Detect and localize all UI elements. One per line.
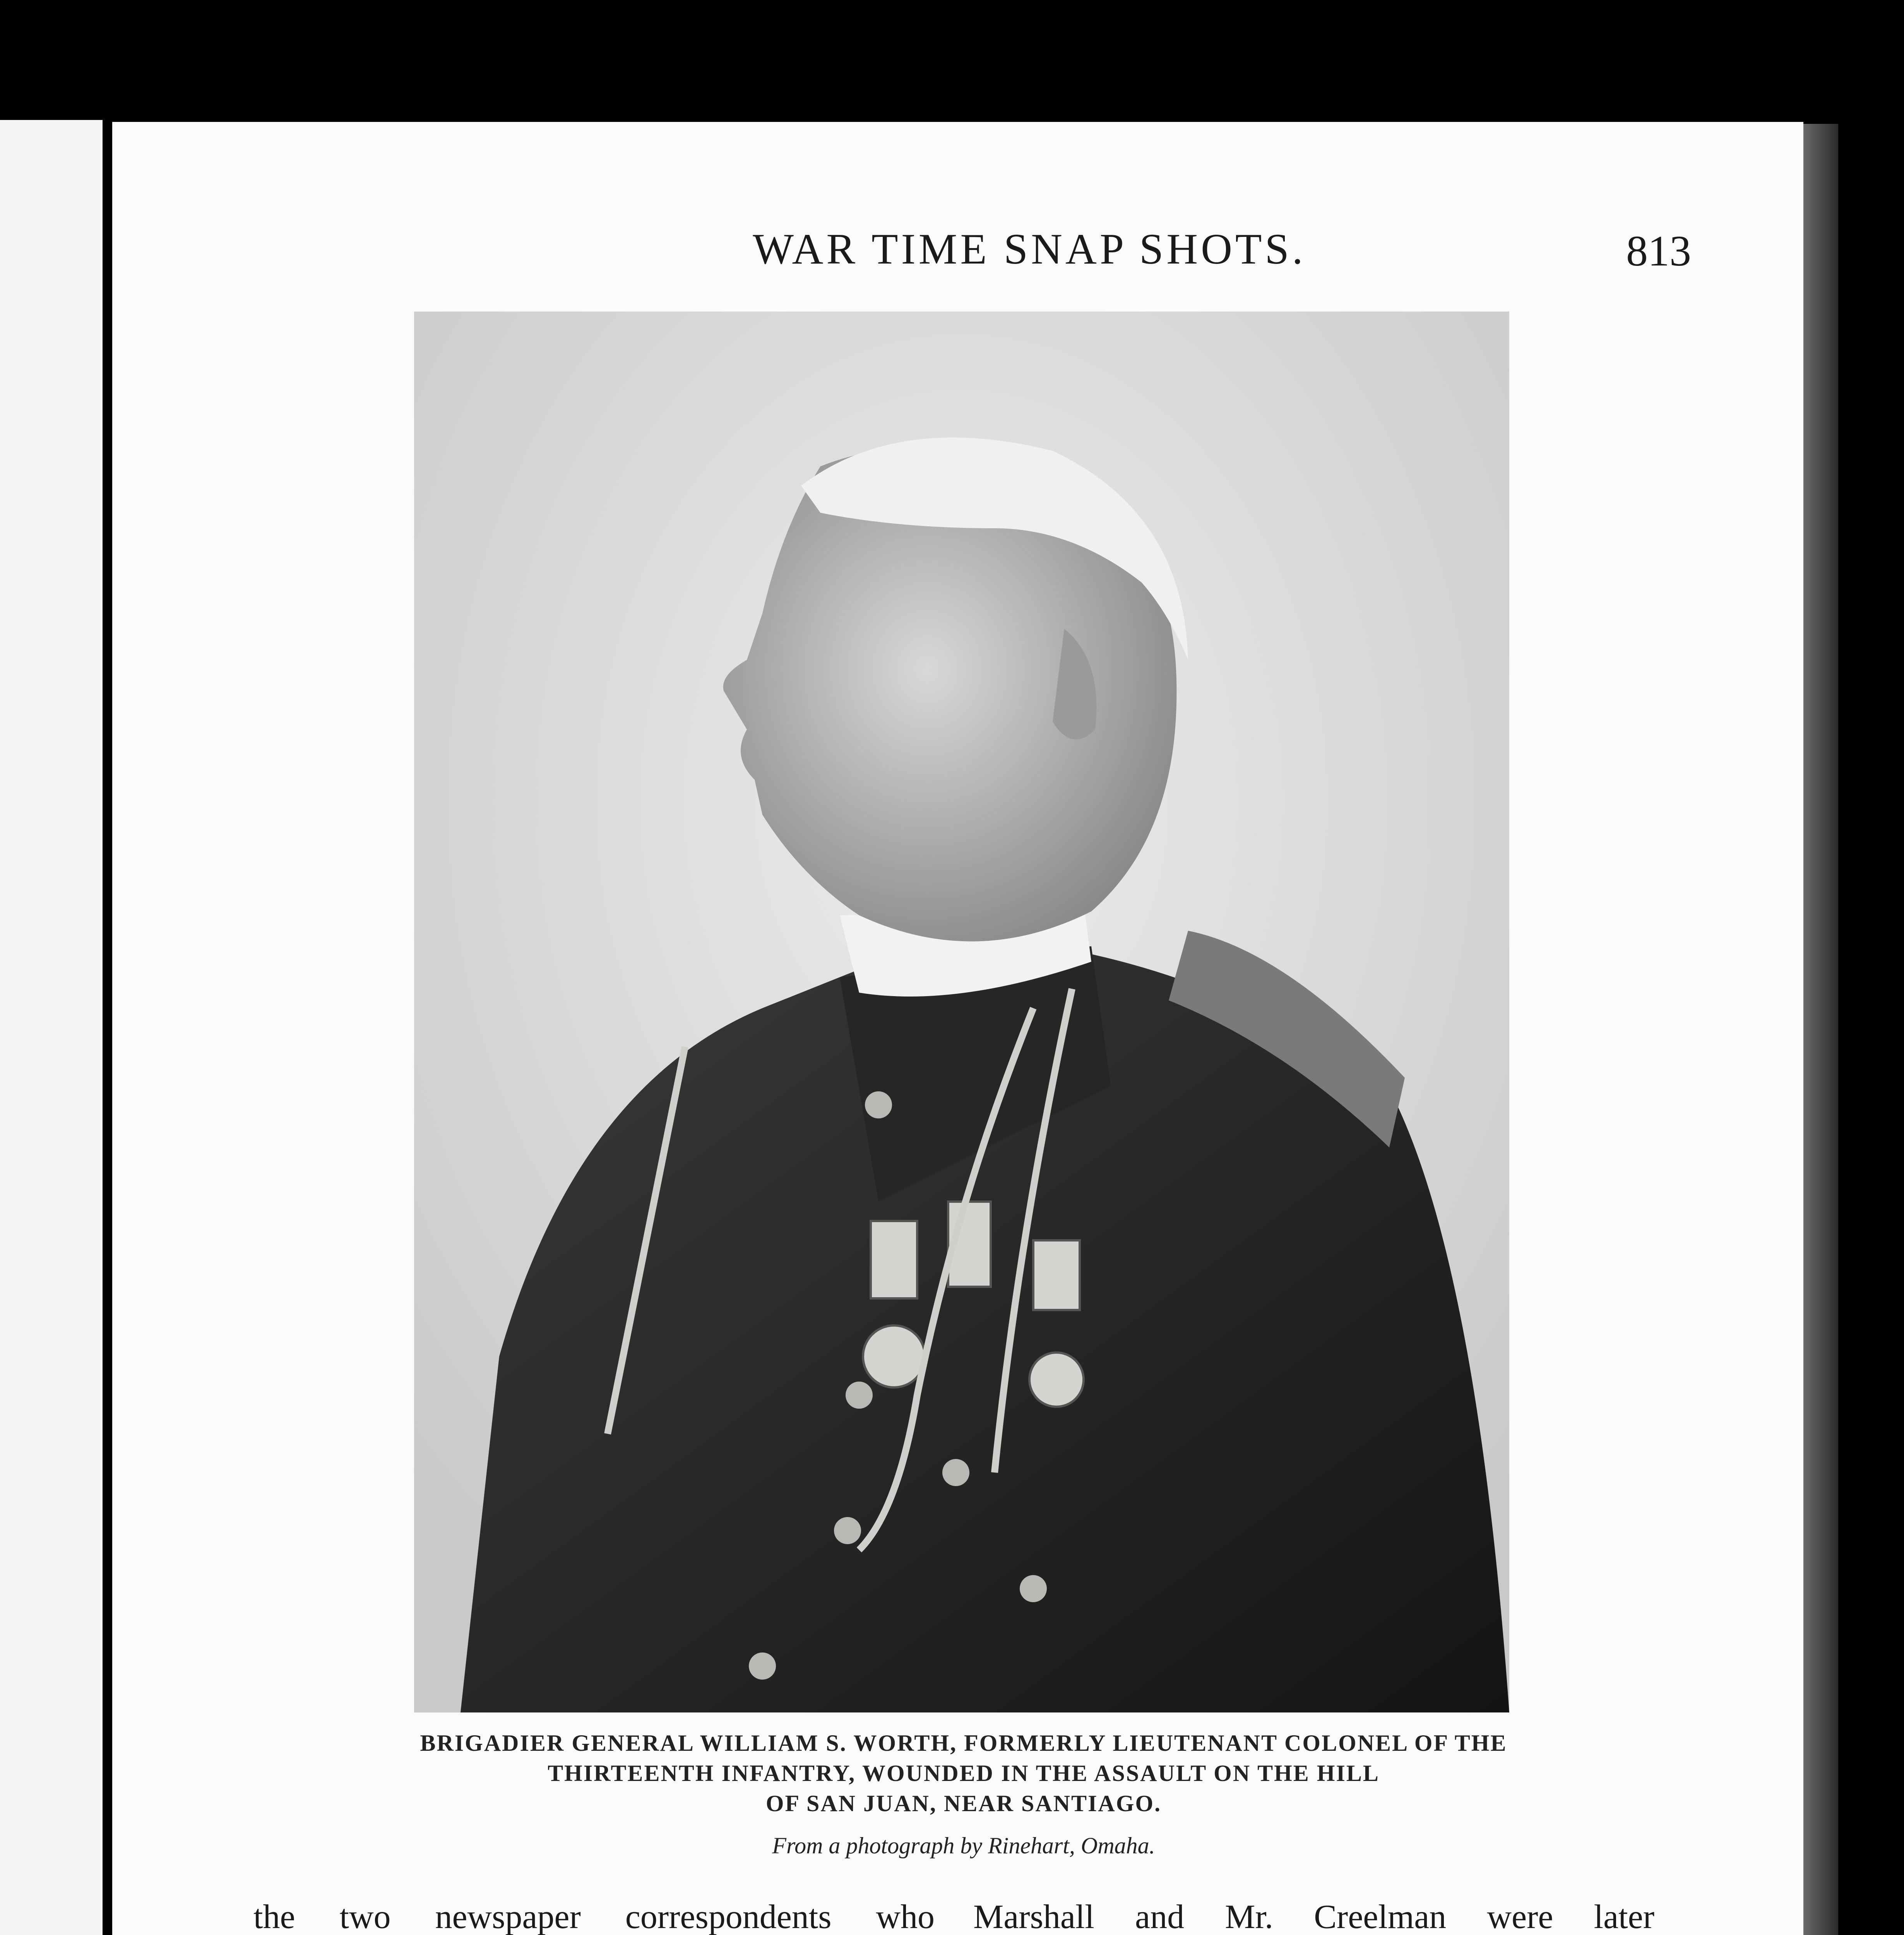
page-fore-edge	[1803, 124, 1838, 1935]
figure-caption	[329, 1728, 1598, 1819]
text-line: the two newspaper correspondents who	[253, 1898, 935, 1935]
page-number: 813	[1626, 227, 1691, 275]
running-head: WAR TIME SNAP SHOTS.	[753, 225, 1306, 273]
book-page	[112, 122, 1803, 1935]
caption-line: OF SAN JUAN, NEAR SANTIAGO.	[765, 1791, 1162, 1816]
left-text-column	[253, 1896, 935, 1935]
photo-credit: From a photograph by Rinehart, Omaha.	[772, 1833, 1155, 1858]
text-line: Marshall and Mr. Creelman were later	[973, 1898, 1654, 1935]
right-text-column-intro	[973, 1896, 1654, 1935]
adjacent-page-edge	[0, 120, 103, 1935]
portrait-photograph	[414, 312, 1509, 1712]
portrait-illustration	[414, 312, 1509, 1712]
caption-line: THIRTEENTH INFANTRY, WOUNDED IN THE ASSAULT ON THE HILL	[548, 1760, 1380, 1786]
caption-line: BRIGADIER GENERAL WILLIAM S. WORTH, FORMERLY LIEUTENANT COLONEL OF THE	[420, 1730, 1507, 1756]
